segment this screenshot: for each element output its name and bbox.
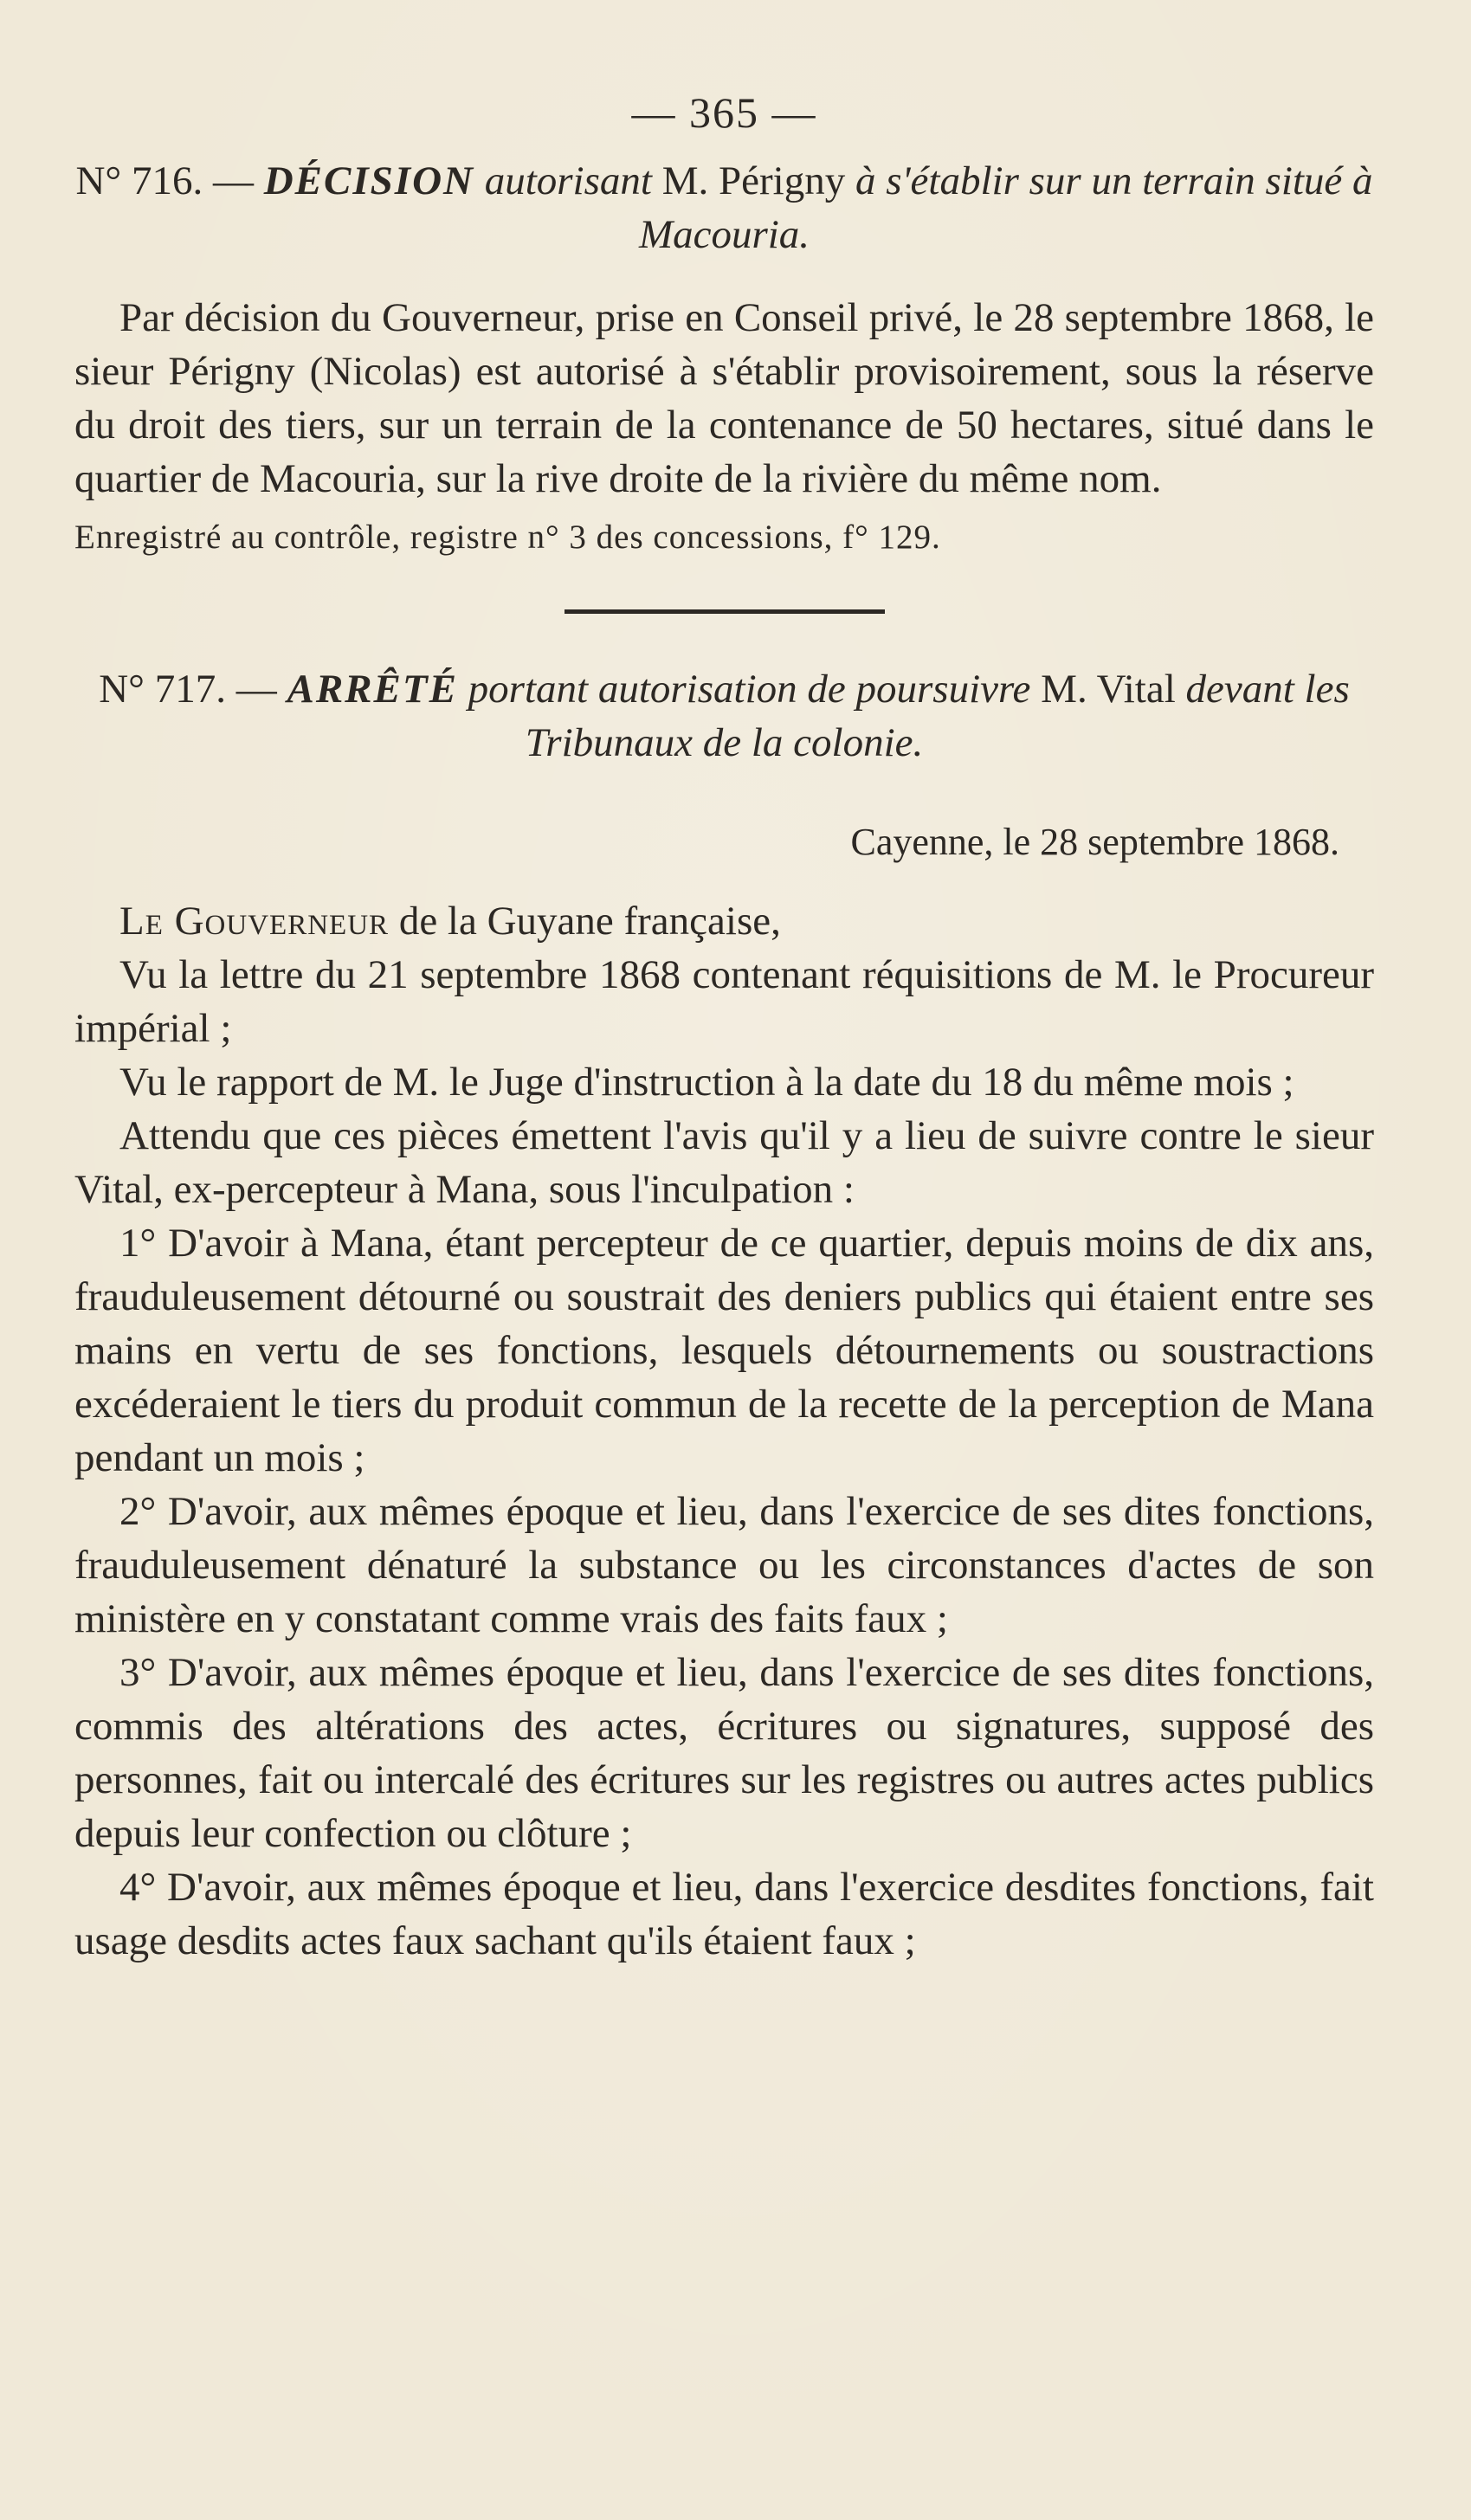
decision-kind: DÉCISION <box>263 158 474 203</box>
decision-716 <box>74 154 1374 563</box>
governor-title: Le Gouverneur <box>119 899 390 944</box>
arrete-paragraph: 3° D'avoir, aux mêmes époque et lieu, dans l'exercice de ses dites fonctions, commis des altérations des actes, écritures ou signatures, supposé des personnes, fait ou intercalé des écritures sur les registres ou autres actes publics depuis leur confection ou clôture ; <box>74 1650 1374 1856</box>
arrete-person: M. Vital <box>1041 667 1176 712</box>
arrete-desc-1: portant autorisation de poursuivre <box>468 667 1031 712</box>
decision-body: Par décision du Gouverneur, prise en Conseil privé, le 28 septembre 1868, le sieur Périgny (Nicolas) est autorisé à s'établir provisoirement, sous la réserve du droit des tiers, sur un terrain de la contenance de 50 hectares, situé dans le quartier de Macouria, sur la rive droite de la rivière du même nom. <box>74 295 1374 501</box>
place-date: Cayenne, le 28 septembre 1868. <box>850 821 1339 863</box>
section-divider <box>565 609 885 614</box>
arrete-paragraph: Vu le rapport de M. le Juge d'instruction à la date du 18 du même mois ; <box>119 1060 1294 1105</box>
arrete-desc-2: devant les Tribunaux de la colonie. <box>525 667 1350 765</box>
arrete-paragraph: 1° D'avoir à Mana, étant percepteur de ce quartier, depuis moins de dix ans, frauduleusement détourné ou soustrait des deniers publics qui étaient entre ses mains en vertu de ses fonctions, lesquels détournements ou soustractions excéderaient le tiers du produit commun de la recette de la perception de Mana pendant un mois ; <box>74 1221 1374 1480</box>
page-number: — 365 — <box>631 88 817 137</box>
arrete-heading <box>74 662 1374 770</box>
arrete-intro <box>74 894 1374 948</box>
arrete-717 <box>74 662 1374 1968</box>
decision-number: N° 716. <box>75 158 203 203</box>
decision-person: M. Périgny <box>661 158 846 203</box>
governor-rest: de la Guyane française, <box>398 899 781 944</box>
decision-desc-2: à s'établir sur un terrain situé à Macouria. <box>638 158 1373 257</box>
decision-desc-1: autorisant <box>484 158 652 203</box>
arrete-number: N° 717. <box>99 667 226 712</box>
arrete-kind: ARRÊTÉ <box>287 667 458 712</box>
arrete-paragraph: Attendu que ces pièces émettent l'avis qu'il y a lieu de suivre contre le sieur Vital, ex-percepteur à Mana, sous l'inculpation : <box>74 1113 1374 1212</box>
arrete-paragraph: Vu la lettre du 21 septembre 1868 contenant réquisitions de M. le Procureur impérial ; <box>74 952 1374 1051</box>
arrete-paragraph: 4° D'avoir, aux mêmes époque et lieu, dans l'exercice desdites fonctions, fait usage desdits actes faux sachant qu'ils étaient faux ; <box>74 1865 1374 1963</box>
arrete-paragraph: 2° D'avoir, aux mêmes époque et lieu, dans l'exercice de ses dites fonctions, frauduleusement dénaturé la substance ou les circonstances d'actes de son ministère en y constatant comme vrais des faits faux ; <box>74 1489 1374 1641</box>
decision-dash: — <box>212 158 254 203</box>
arrete-dash: — <box>235 667 277 712</box>
decision-heading <box>74 154 1374 261</box>
decision-registration: Enregistré au contrôle, registre n° 3 des concessions, f° 129. <box>74 519 941 556</box>
